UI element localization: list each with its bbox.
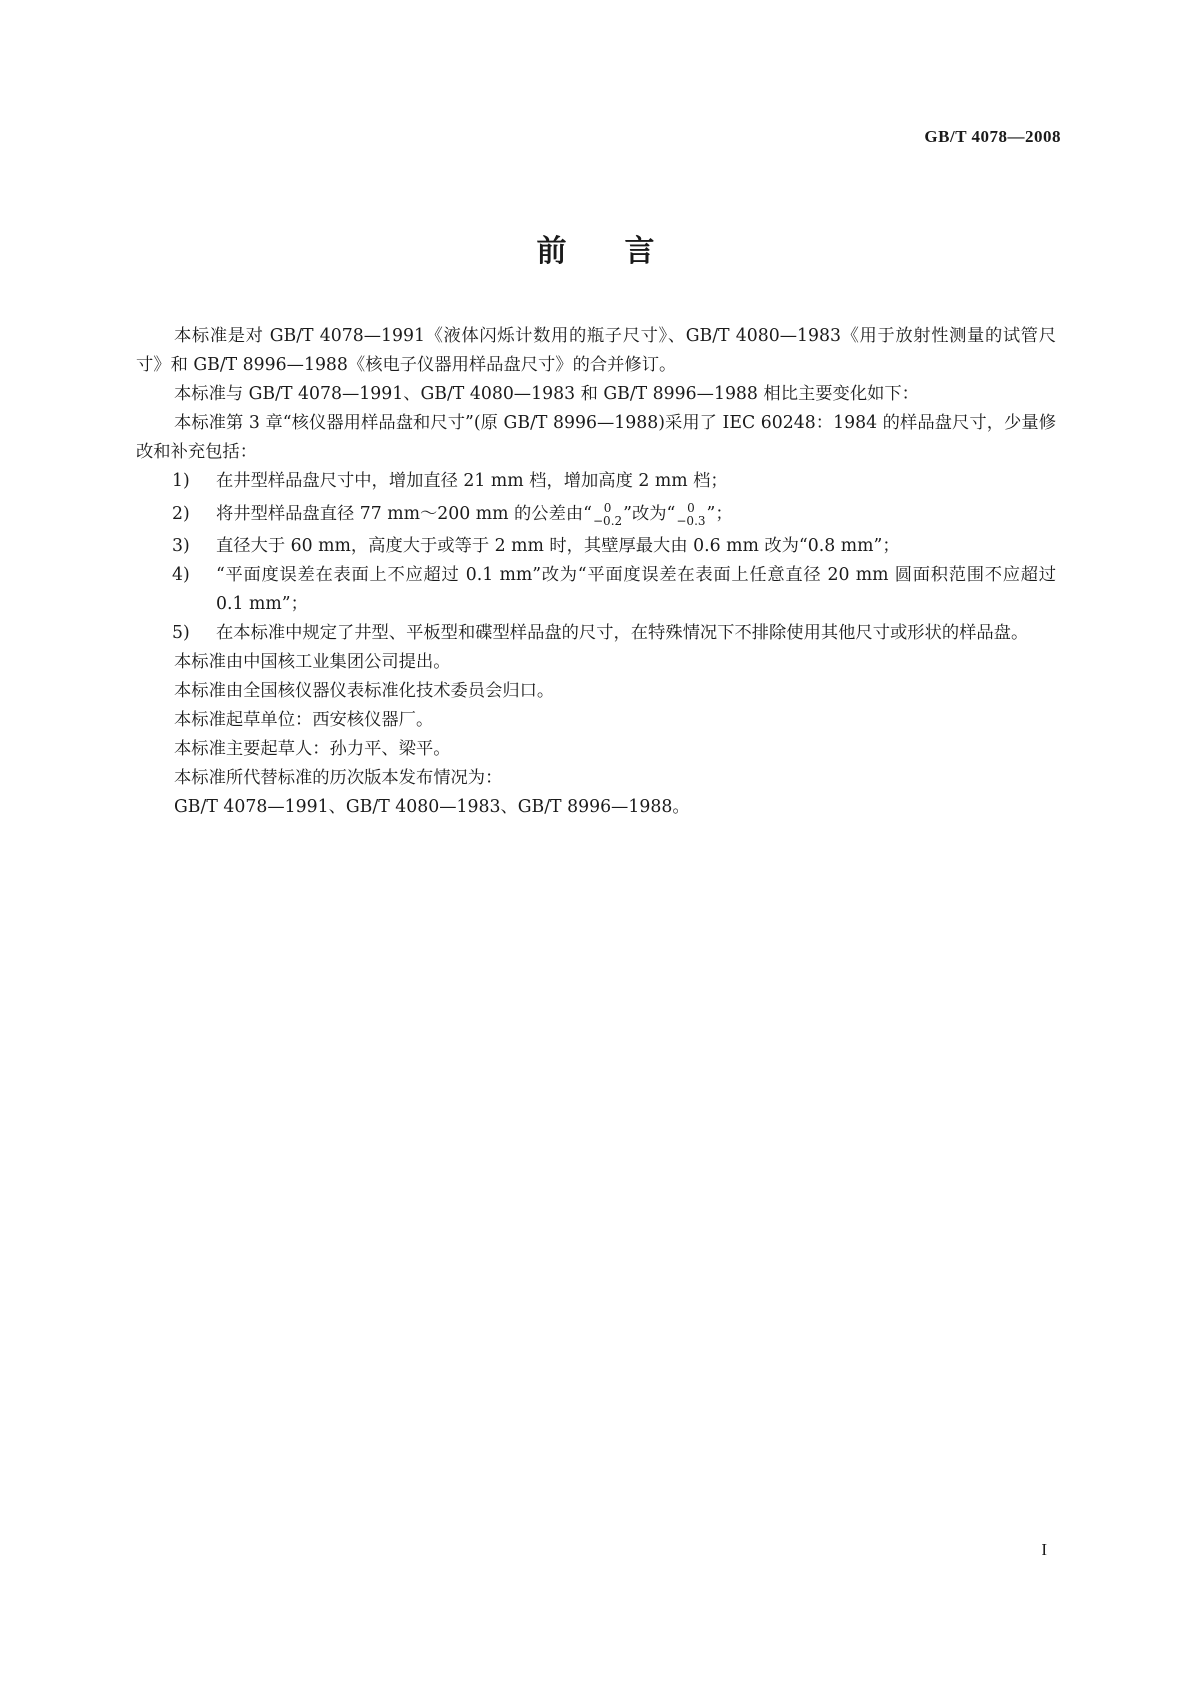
list-item — [136, 561, 1056, 619]
paragraph-jurisdiction: 本标准由全国核仪器仪表标准化技术委员会归口。 — [174, 681, 555, 701]
list-item — [136, 467, 1056, 496]
list-item-text: 在井型样品盘尺寸中，增加直径 21 mm 档，增加高度 2 mm 档； — [216, 471, 728, 491]
list-item-text: 在本标准中规定了井型、平板型和碟型样品盘的尺寸，在特殊情况下不排除使用其他尺寸或形状的样品盘。 — [216, 623, 1029, 643]
list-item-number: 2) — [172, 504, 190, 524]
paragraph-chapter3: 本标准第 3 章“核仪器用样品盘和尺寸”(原 GB/T 8996—1988)采用了 IEC 60248：1984 的样品盘尺寸，少量修改和补充包括： — [136, 413, 1056, 462]
page-title: 前言 — [536, 234, 713, 269]
paragraph-drafting-unit: 本标准起草单位：西安核仪器厂。 — [174, 710, 434, 730]
list-item-number: 5) — [172, 623, 190, 643]
list-item — [136, 619, 1056, 648]
tolerance-lower: −0.3 — [676, 513, 706, 528]
list-item-number: 3) — [172, 536, 190, 556]
list-item-text: 直径大于 60 mm，高度大于或等于 2 mm 时，其壁厚最大由 0.6 mm 改为“0.8 mm”； — [216, 536, 900, 556]
paragraph-merge-revision: 本标准是对 GB/T 4078—1991《液体闪烁计数用的瓶子尺寸》、GB/T 4080—1983《用于放射性测量的试管尺寸》和 GB/T 8996—1988《核电子仪器用样品盘尺寸》的合并修订。 — [136, 326, 1056, 375]
foreword-body — [136, 322, 1056, 822]
list-item-text: ”改为“ — [623, 504, 676, 524]
tolerance-old — [593, 502, 622, 528]
tolerance-lower: −0.2 — [593, 513, 623, 528]
list-item-number: 1) — [172, 471, 190, 491]
list-item-number: 4) — [172, 565, 190, 585]
tolerance-upper: 0 — [687, 500, 695, 515]
list-item-text: “平面度误差在表面上不应超过 0.1 mm”改为“平面度误差在表面上任意直径 20 mm 圆面积范围不应超过 0.1 mm”； — [216, 565, 1056, 614]
list-item-text: ”； — [706, 504, 733, 524]
paragraph-history-intro: 本标准所代替标准的历次版本发布情况为： — [174, 768, 503, 788]
paragraph-main-changes: 本标准与 GB/T 4078—1991、GB/T 4080—1983 和 GB/T 8996—1988 相比主要变化如下： — [174, 384, 919, 404]
page-number: I — [1041, 1540, 1047, 1559]
list-item — [136, 532, 1056, 561]
standard-number: GB/T 4078—2008 — [924, 127, 1061, 146]
paragraph-drafters: 本标准主要起草人：孙力平、梁平。 — [174, 739, 451, 759]
paragraph-proposed-by: 本标准由中国核工业集团公司提出。 — [174, 652, 451, 672]
tolerance-new — [676, 502, 705, 528]
paragraph-history-list: GB/T 4078—1991、GB/T 4080—1983、GB/T 8996—1988。 — [174, 797, 690, 817]
list-item — [136, 496, 1056, 532]
list-item-text: 将井型样品盘直径 77 mm～200 mm 的公差由“ — [216, 504, 592, 524]
tolerance-upper: 0 — [603, 500, 612, 515]
